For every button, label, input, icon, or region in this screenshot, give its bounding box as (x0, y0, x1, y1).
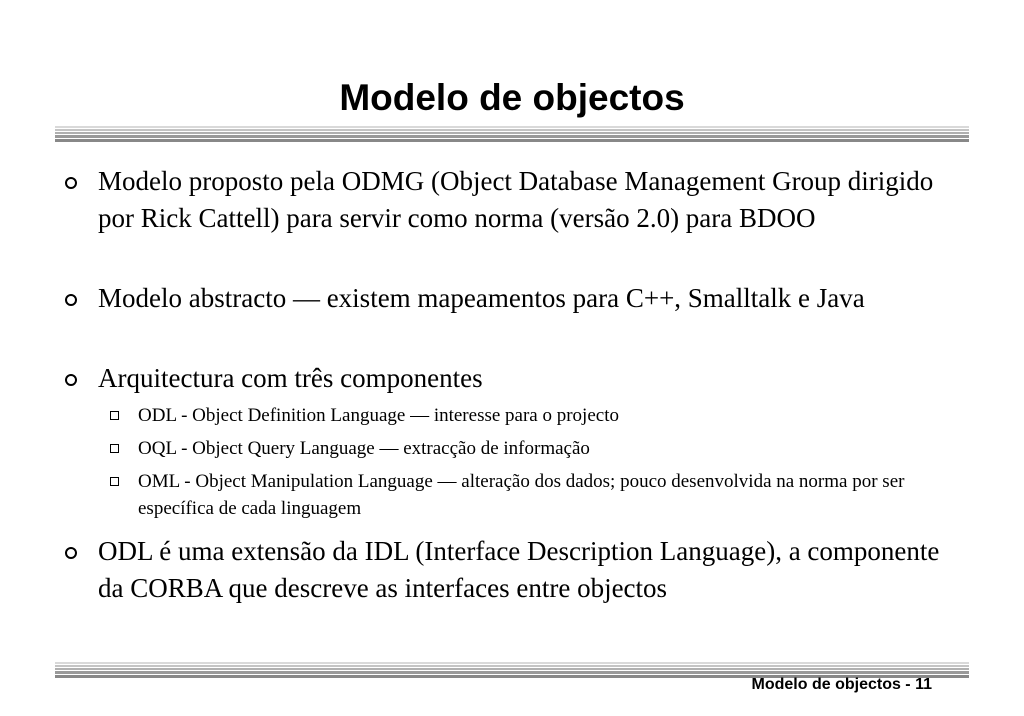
bullet-item (65, 163, 945, 237)
sub-bullet-item (110, 435, 950, 462)
sub-bullet-text: OQL - Object Query Language — extracção de informação (138, 438, 590, 459)
bullet-text: Arquitectura com três componentes (98, 363, 483, 393)
circle-bullet-icon (65, 294, 77, 306)
square-bullet-icon (110, 477, 119, 486)
bullet-item (65, 533, 945, 607)
footer-label: Modelo de objectos - (751, 676, 916, 693)
bullet-text: Modelo proposto pela ODMG (Object Database Management Group dirigido por Rick Cattell) para servir como norma (versão 2.0) para BDOO (98, 166, 934, 233)
square-bullet-icon (110, 411, 119, 420)
page-number: 11 (915, 676, 932, 693)
sub-bullet-item (110, 402, 950, 429)
square-bullet-icon (110, 444, 119, 453)
slide-footer (752, 674, 932, 696)
bullet-text: ODL é uma extensão da IDL (Interface Description Language), a componente da CORBA que descreve as interfaces entre objectos (98, 536, 940, 603)
circle-bullet-icon (65, 547, 77, 559)
sub-bullet-text: ODL - Object Definition Language — interesse para o projecto (138, 405, 619, 426)
bullet-item (65, 360, 945, 397)
title-divider (55, 126, 969, 142)
sub-bullet-text: OML - Object Manipulation Language — alteração dos dados; pouco desenvolvida na norma por ser específica de cada linguagem (138, 471, 905, 519)
slide-title: Modelo de objectos (339, 77, 685, 118)
circle-bullet-icon (65, 374, 77, 386)
sub-bullet-item (110, 468, 950, 522)
circle-bullet-icon (65, 177, 77, 189)
bullet-text: Modelo abstracto — existem mapeamentos para C++, Smalltalk e Java (98, 283, 865, 313)
bullet-item (65, 280, 945, 317)
